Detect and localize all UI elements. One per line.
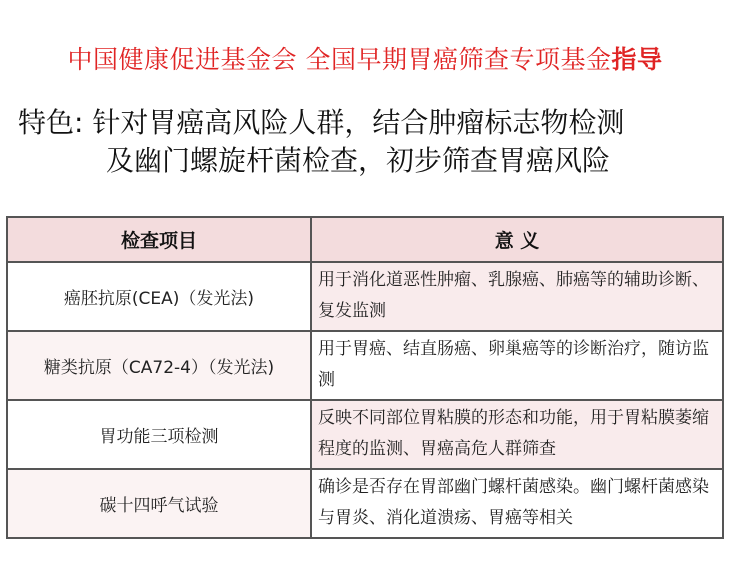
exam-meaning: 反映不同部位胃粘膜的形态和功能，用于胃粘膜萎缩程度的监测、胃癌高危人群筛查 xyxy=(311,400,723,469)
feature-description xyxy=(18,104,718,180)
table-row xyxy=(7,262,723,331)
header-title-emphasis: 指导 xyxy=(611,45,663,74)
header-title: 中国健康促进基金会 全国早期胃癌筛查专项基金 xyxy=(67,45,612,74)
table-row xyxy=(7,469,723,538)
exam-item: 胃功能三项检测 xyxy=(7,400,311,469)
exam-meaning: 用于消化道恶性肿瘤、乳腺癌、肺癌等的辅助诊断、复发监测 xyxy=(311,262,723,331)
exam-table xyxy=(6,216,724,539)
exam-item: 癌胚抗原(CEA)（发光法) xyxy=(7,262,311,331)
exam-meaning: 确诊是否存在胃部幽门螺杆菌感染。幽门螺杆菌感染与胃炎、消化道溃疡、胃癌等相关 xyxy=(311,469,723,538)
feature-line-2: 及幽门螺旋杆菌检查，初步筛查胃癌风险 xyxy=(106,144,611,177)
feature-text-1: 针对胃癌高风险人群，结合肿瘤标志物检测 xyxy=(83,106,625,139)
exam-item: 碳十四呼气试验 xyxy=(7,469,311,538)
exam-item: 糖类抗原（CA72-4）（发光法) xyxy=(7,331,311,400)
feature-label: 特色: xyxy=(18,106,84,139)
feature-line-1 xyxy=(18,104,718,142)
column-header-meaning: 意 义 xyxy=(311,217,723,262)
page-header xyxy=(0,40,730,76)
table-row xyxy=(7,400,723,469)
table-header-row xyxy=(7,217,723,262)
table-row xyxy=(7,331,723,400)
column-header-item: 检查项目 xyxy=(7,217,311,262)
exam-meaning: 用于胃癌、结直肠癌、卵巢癌等的诊断治疗，随访监测 xyxy=(311,331,723,400)
